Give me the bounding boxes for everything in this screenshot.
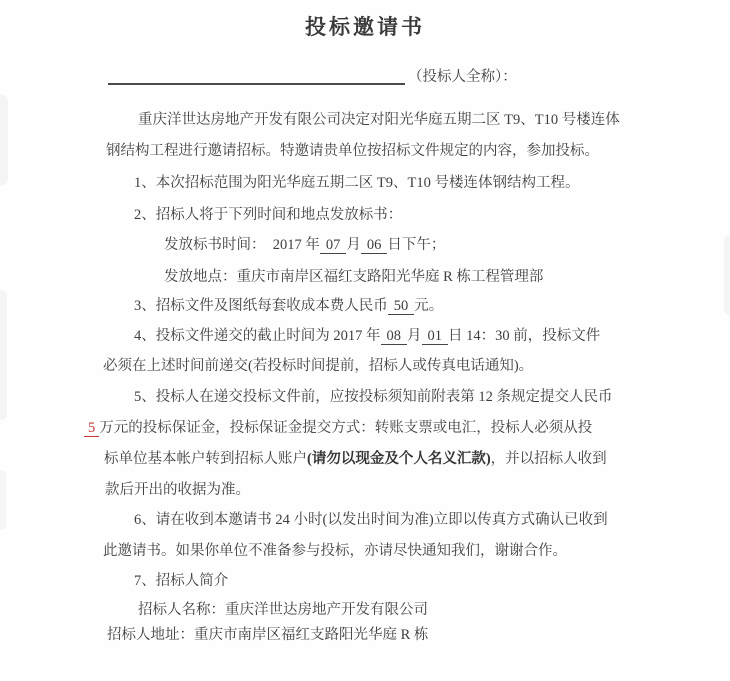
no-cash-warning-bold: (请勿以现金及个人名义汇款) xyxy=(307,451,491,467)
item-6-confirm-line-1: 6、请在收到本邀请书 24 小时(以发出时间为准)立即以传真方式确认已收到 xyxy=(134,512,608,528)
scan-artifact xyxy=(0,290,7,420)
item-4-deadline-line-2: 必须在上述时间前递交(若投标时间提前，招标人或传真电话通知)。 xyxy=(103,358,534,374)
item-4-deadline-line-1 xyxy=(134,327,600,345)
bidder-name-line: 招标人名称：重庆洋世达房地产开发有限公司 xyxy=(138,602,428,618)
deadline-mid: 月 xyxy=(407,328,422,344)
recipient-label: （投标人全称）： xyxy=(408,69,517,85)
deposit-amount-blank: 5 xyxy=(84,420,99,437)
deadline-prefix: 4、投标文件递交的截止时间为 2017 年 xyxy=(134,328,381,344)
item-3-fee-line xyxy=(134,297,443,315)
issue-time-prefix: 发放标书时间： 2017 年 xyxy=(164,237,320,253)
item-5-deposit-line-2 xyxy=(84,419,592,437)
deadline-day-blank: 01 xyxy=(422,328,449,345)
fee-prefix: 3、招标文件及图纸每套收成本费人民币 xyxy=(134,298,388,314)
item-6-confirm-line-2: 此邀请书。如果你单位不准备参与投标，亦请尽快通知我们，谢谢合作。 xyxy=(103,543,567,559)
issue-month-blank: 07 xyxy=(320,237,347,254)
item-1-scope: 1、本次招标范围为阳光华庭五期二区 T9、T10 号楼连体钢结构工程。 xyxy=(134,175,580,191)
fee-suffix: 元。 xyxy=(414,298,444,314)
item-5-deposit-line-3 xyxy=(104,450,607,468)
deposit-line-2-text: 万元的投标保证金，投标保证金提交方式：转账支票或电汇，投标人必须从投 xyxy=(99,420,593,436)
scan-artifact xyxy=(0,95,8,185)
issue-place-line: 发放地点：重庆市南岸区福红支路阳光华庭 R 栋工程管理部 xyxy=(164,269,544,285)
issue-day-blank: 06 xyxy=(361,237,388,254)
bidder-address-line: 招标人地址：重庆市南岸区福红支路阳光华庭 R 栋 xyxy=(107,627,429,643)
item-5-deposit-line-4: 款后开出的收据为准。 xyxy=(105,482,250,498)
item-7-intro-heading: 7、招标人简介 xyxy=(134,573,229,589)
deadline-suffix: 日 14：30 前，投标文件 xyxy=(448,328,601,344)
deposit-line-3-prefix: 标单位基本帐户转到招标人账户 xyxy=(104,451,307,467)
issue-time-suffix: 日下午； xyxy=(387,237,446,253)
issue-time-mid: 月 xyxy=(346,237,361,253)
scan-artifact xyxy=(0,470,6,530)
document-title: 投标邀请书 xyxy=(305,15,425,39)
issue-time-line xyxy=(164,236,445,254)
scan-artifact xyxy=(724,235,730,315)
intro-line-1: 重庆洋世达房地产开发有限公司决定对阳光华庭五期二区 T9、T10 号楼连体 xyxy=(138,112,620,128)
intro-line-2: 钢结构工程进行邀请招标。特邀请贵单位按招标文件规定的内容，参加投标。 xyxy=(106,143,599,159)
item-5-deposit-line-1: 5、投标人在递交投标文件前，应按投标须知前附表第 12 条规定提交人民币 xyxy=(134,389,613,405)
deposit-line-3-suffix: ，并以招标人收到 xyxy=(490,451,607,467)
recipient-blank-underline xyxy=(108,83,405,85)
fee-amount-blank: 50 xyxy=(388,298,415,315)
item-2-issue: 2、招标人将于下列时间和地点发放标书： xyxy=(134,207,403,223)
deadline-month-blank: 08 xyxy=(381,328,408,345)
